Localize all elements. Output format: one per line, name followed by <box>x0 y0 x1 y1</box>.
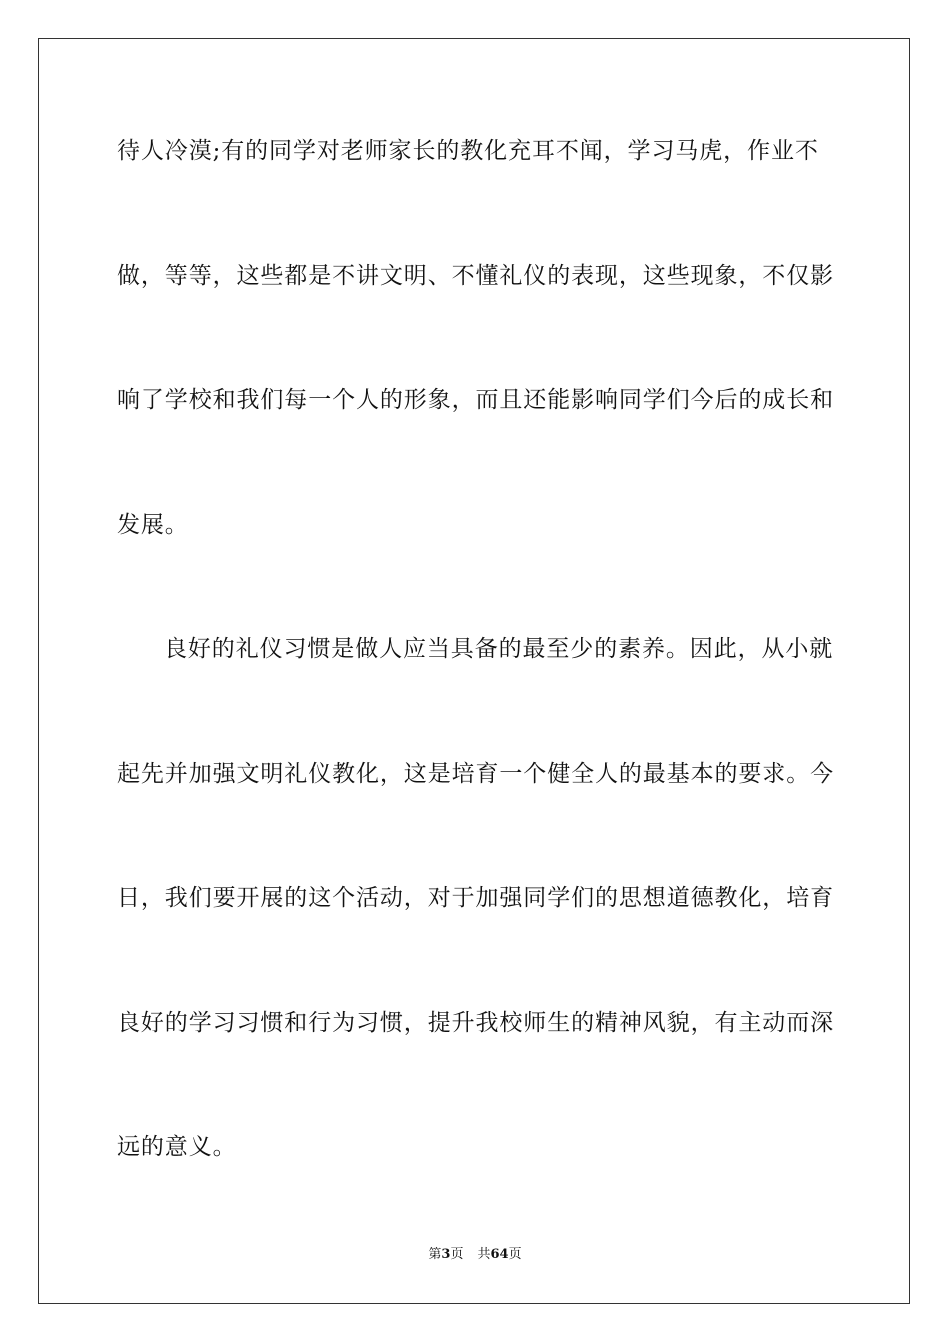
paragraph-line: 良好的学习习惯和行为习惯，提升我校师生的精神风貌，有主动而深 <box>117 1010 834 1036</box>
page-number: 3 <box>441 1247 451 1262</box>
paragraph-line: 日，我们要开展的这个活动，对于加强同学们的思想道德教化，培育 <box>117 885 834 911</box>
total-pages: 64 <box>490 1247 509 1262</box>
paragraph-line: 做，等等，这些都是不讲文明、不懂礼仪的表现，这些现象，不仅影 <box>117 263 834 289</box>
paragraph-line: 起先并加强文明礼仪教化，这是培育一个健全人的最基本的要求。今 <box>117 761 834 787</box>
paragraph-line: 发展。 <box>117 512 189 538</box>
page-footer <box>0 1246 950 1264</box>
page-border <box>38 38 910 1304</box>
page-suffix: 页 <box>450 1247 464 1262</box>
page-prefix: 第 <box>428 1247 442 1262</box>
total-suffix: 页 <box>508 1247 522 1262</box>
paragraph-line: 响了学校和我们每一个人的形象，而且还能影响同学们今后的成长和 <box>117 387 834 413</box>
paragraph-line: 良好的礼仪习惯是做人应当具备的最至少的素养。因此，从小就 <box>164 636 834 662</box>
paragraph-line: 待人冷漠;有的同学对老师家长的教化充耳不闻，学习马虎，作业不 <box>117 138 819 164</box>
total-prefix: 共 <box>477 1247 491 1262</box>
paragraph-line: 远的意义。 <box>117 1134 237 1160</box>
